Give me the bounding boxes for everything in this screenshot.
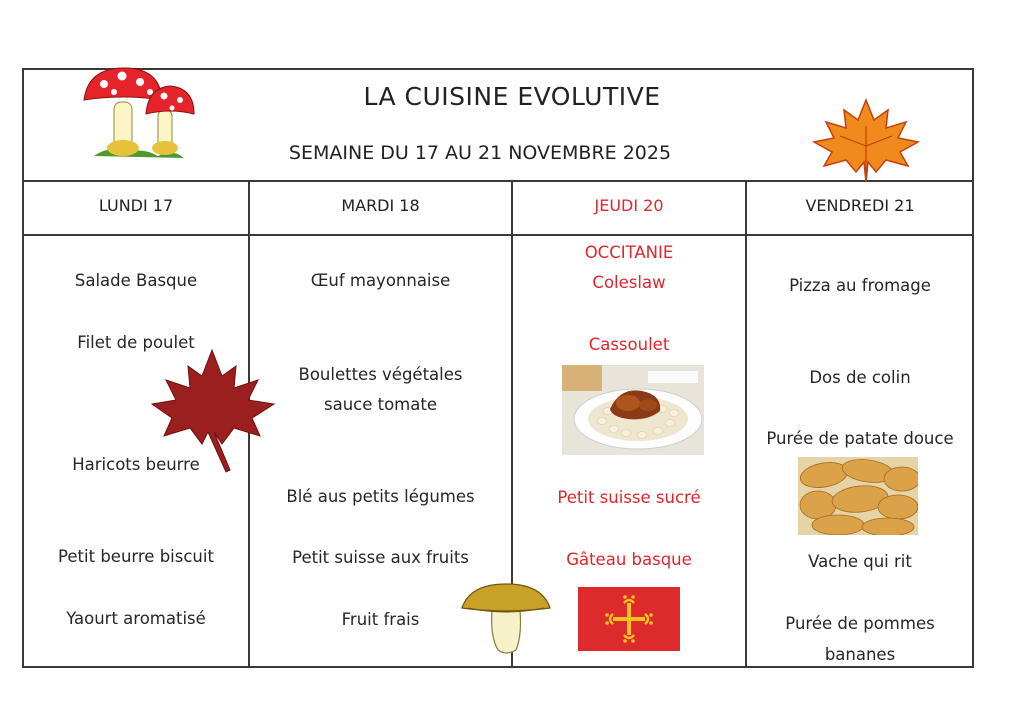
menu-item: Purée de patate douce [766, 429, 954, 448]
menu-item: Boulettes végétales [298, 365, 463, 384]
menu-item: Blé aus petits légumes [286, 487, 475, 506]
menu-item: Gâteau basque [566, 550, 692, 569]
menu-item: Salade Basque [74, 271, 198, 290]
day-header-monday: LUNDI 17 [98, 196, 174, 215]
orange-maple-leaf-icon [810, 96, 922, 184]
yellow-mushroom-icon [460, 580, 552, 656]
menu-item: bananes [824, 645, 896, 664]
day-header-thursday: JEUDI 20 [594, 196, 664, 215]
menu-item: Dos de colin [809, 368, 911, 387]
cassoulet-photo [562, 365, 704, 455]
menu-item: Petit suisse aux fruits [292, 548, 469, 567]
sweet-potato-photo [798, 457, 918, 535]
menu-item: Coleslaw [592, 273, 666, 292]
region-theme: OCCITANIE [584, 243, 674, 262]
week-subtitle: SEMAINE DU 17 AU 21 NOVEMBRE 2025 [288, 142, 672, 164]
day-header-friday: VENDREDI 21 [805, 196, 915, 215]
menu-item: Fruit frais [341, 610, 420, 629]
menu-item: Purée de pommes [785, 614, 935, 633]
menu-item: Yaourt aromatisé [66, 609, 206, 628]
day-header-tuesday: MARDI 18 [341, 196, 420, 215]
occitan-flag-icon [578, 587, 680, 651]
menu-item: Haricots beurre [72, 455, 200, 474]
menu-item: Vache qui rit [808, 552, 912, 571]
menu-item: Cassoulet [588, 335, 670, 354]
mushroom-pair-icon [80, 64, 200, 164]
menu-item: Petit suisse sucré [557, 488, 701, 507]
menu-item: Filet de poulet [77, 333, 195, 352]
menu-item: sauce tomate [323, 395, 437, 414]
menu-item: Œuf mayonnaise [310, 271, 451, 290]
menu-item: Pizza au fromage [789, 276, 931, 295]
page-title: LA CUISINE EVOLUTIVE [363, 82, 661, 111]
menu-item: Petit beurre biscuit [58, 547, 214, 566]
day-row-divider [22, 234, 974, 236]
